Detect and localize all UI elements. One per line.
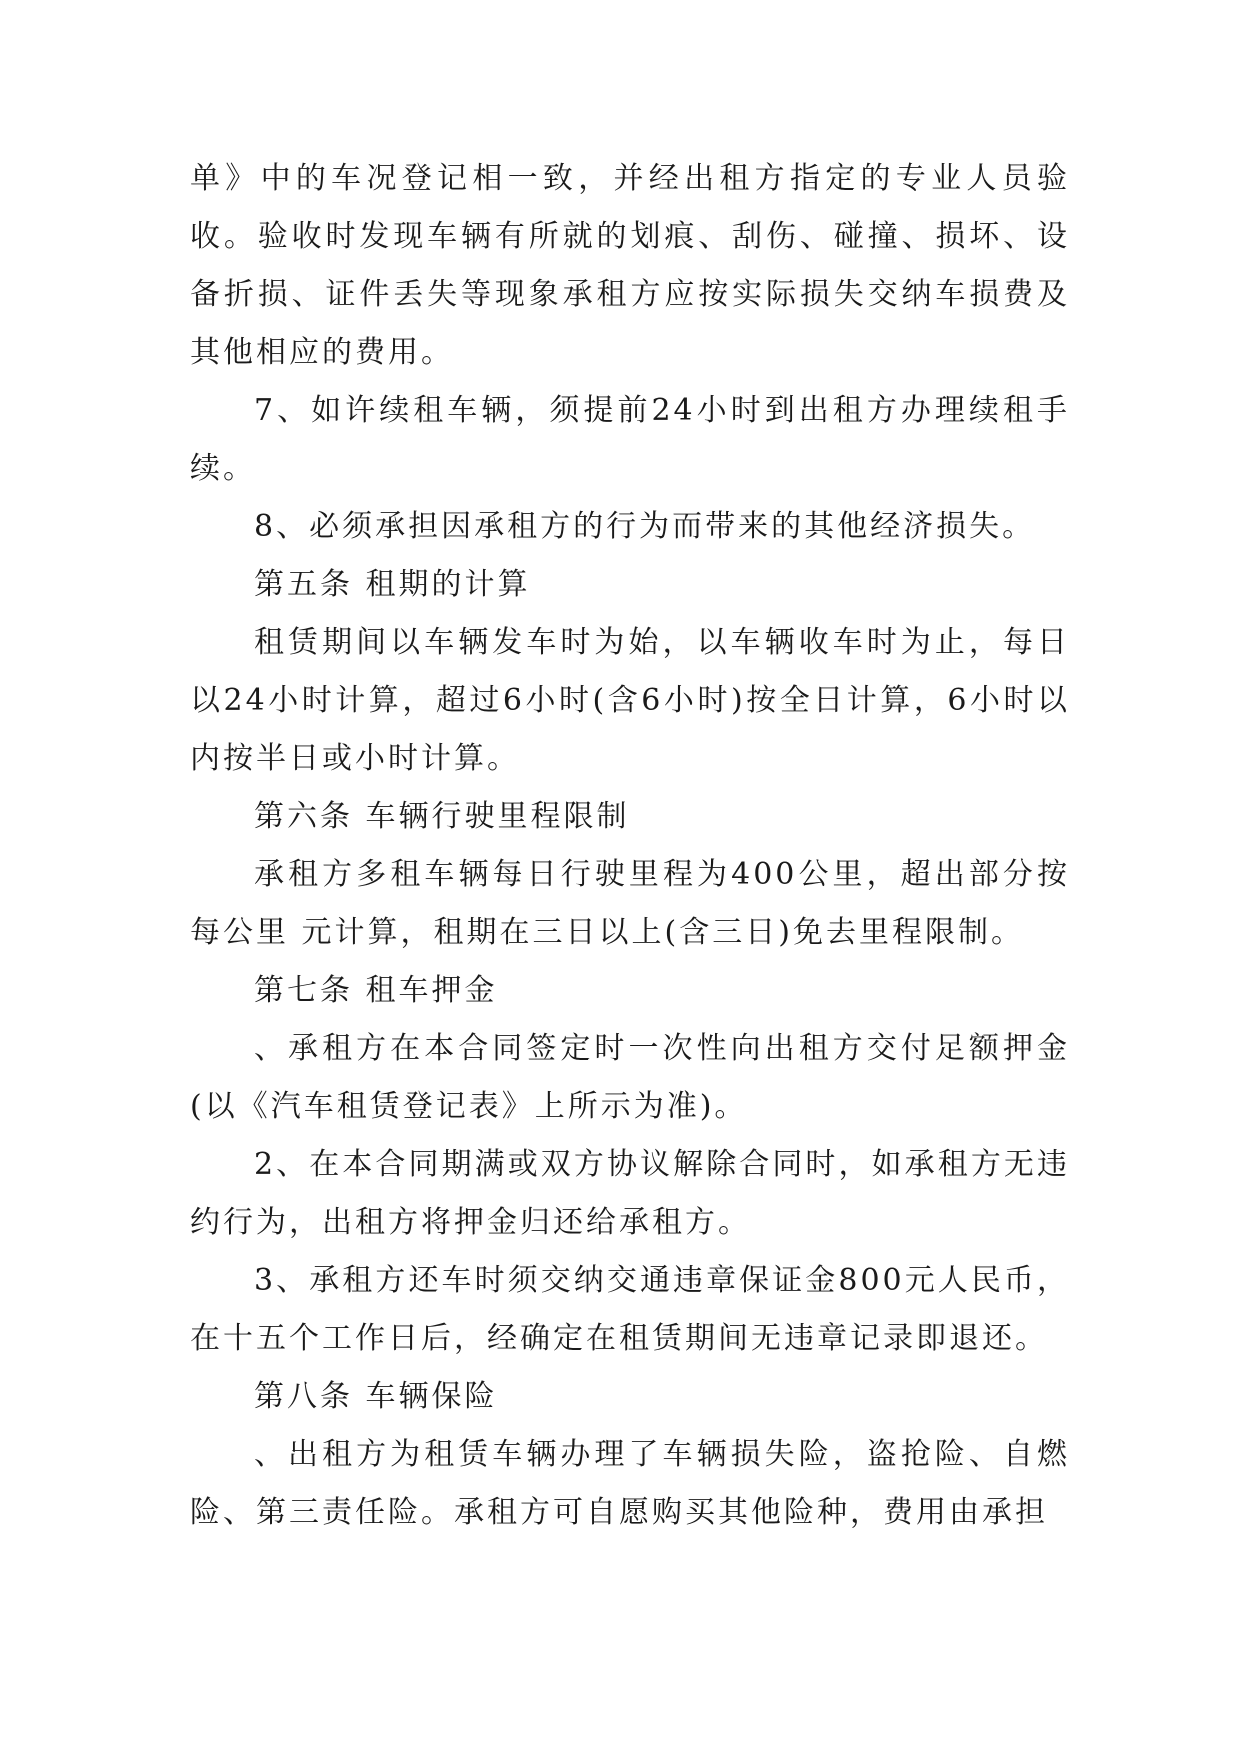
paragraph-deposit-1: 、承租方在本合同签定时一次性向出租方交付足额押金(以《汽车租赁登记表》上所示为准)。 xyxy=(190,1031,1070,1124)
contract-text-body xyxy=(190,150,1070,1542)
heading-article-7: 第七条 租车押金 xyxy=(254,973,498,1008)
heading-article-6: 第六条 车辆行驶里程限制 xyxy=(254,799,630,834)
heading-article-8: 第八条 车辆保险 xyxy=(254,1379,498,1414)
paragraph-insurance-1: 、出租方为租赁车辆办理了车辆损失险，盗抢险、自燃险、第三责任险。承租方可自愿购买其他险种，费用由承担 xyxy=(190,1437,1070,1530)
paragraph-rental-period-calculation: 租赁期间以车辆发车时为始，以车辆收车时为止，每日以24小时计算，超过6小时(含6小时)按全日计算，6小时以内按半日或小时计算。 xyxy=(190,625,1070,776)
paragraph-vehicle-inspection: 单》中的车况登记相一致，并经出租方指定的专业人员验收。验收时发现车辆有所就的划痕、刮伤、碰撞、损坏、设备折损、证件丢失等现象承租方应按实际损失交纳车损费及其他相应的费用。 xyxy=(190,161,1070,370)
paragraph-deposit-3: 3、承租方还车时须交纳交通违章保证金800元人民币，在十五个工作日后，经确定在租赁期间无违章记录即退还。 xyxy=(190,1263,1070,1356)
paragraph-mileage-limit: 承租方多租车辆每日行驶里程为400公里，超出部分按每公里 元计算，租期在三日以上(含三日)免去里程限制。 xyxy=(190,857,1070,950)
paragraph-deposit-2: 2、在本合同期满或双方协议解除合同时，如承租方无违约行为，出租方将押金归还给承租方。 xyxy=(190,1147,1070,1240)
paragraph-clause-7-renewal: 7、如许续租车辆，须提前24小时到出租方办理续租手续。 xyxy=(190,393,1070,486)
heading-article-5: 第五条 租期的计算 xyxy=(254,567,531,602)
paragraph-clause-8-losses: 8、必须承担因承租方的行为而带来的其他经济损失。 xyxy=(254,509,1036,544)
